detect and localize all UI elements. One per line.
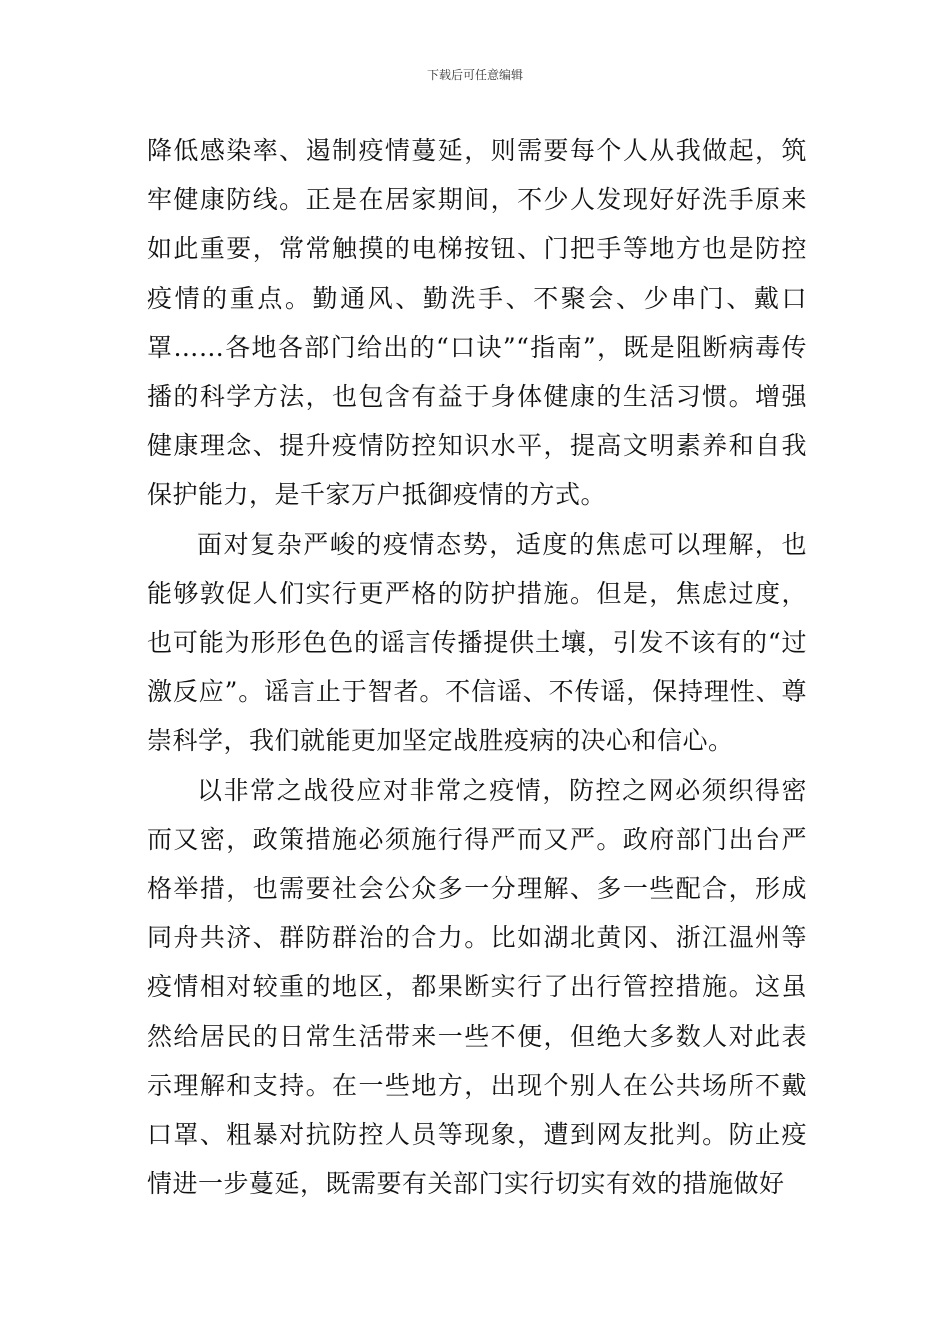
- paragraph-2: 面对复杂严峻的疫情态势，适度的焦虑可以理解，也能够敦促人们实行更严格的防护措施。但是，焦虑过度，也可能为形形色色的谣言传播提供土壤，引发不该有的“过激反应”。谣言止于智者。不信谣、不传谣，保持理性、尊崇科学，我们就能更加坚定战胜疫病的决心和信心。: [147, 529, 807, 756]
- page-header-note: 下载后可任意编辑: [426, 68, 523, 82]
- paragraph-3: 以非常之战役应对非常之疫情，防控之网必须织得密而又密，政策措施必须施行得严而又严。政府部门出台严格举措，也需要社会公众多一分理解、多一些配合，形成同舟共济、群防群治的合力。比如湖北黄冈、浙江温州等疫情相对较重的地区，都果断实行了出行管控措施。这虽然给居民的日常生活带来一些不便，但绝大多数人对此表示理解和支持。在一些地方，出现个别人在公共场所不戴口罩、粗暴对抗防控人员等现象，遭到网友批判。防止疫情进一步蔓延，既需要有关部门实行切实有效的措施做好: [147, 775, 807, 1199]
- document-body: [147, 126, 807, 1208]
- paragraph-1: 降低感染率、遏制疫情蔓延，则需要每个人从我做起，筑牢健康防线。正是在居家期间，不少人发现好好洗手原来如此重要，常常触摸的电梯按钮、门把手等地方也是防控疫情的重点。勤通风、勤洗手、不聚会、少串门、戴口罩……各地各部门给出的“口诀”“指南”，既是阻断病毒传播的科学方法，也包含有益于身体健康的生活习惯。增强健康理念、提升疫情防控知识水平，提高文明素养和自我保护能力，是千家万户抵御疫情的方式。: [147, 136, 807, 510]
